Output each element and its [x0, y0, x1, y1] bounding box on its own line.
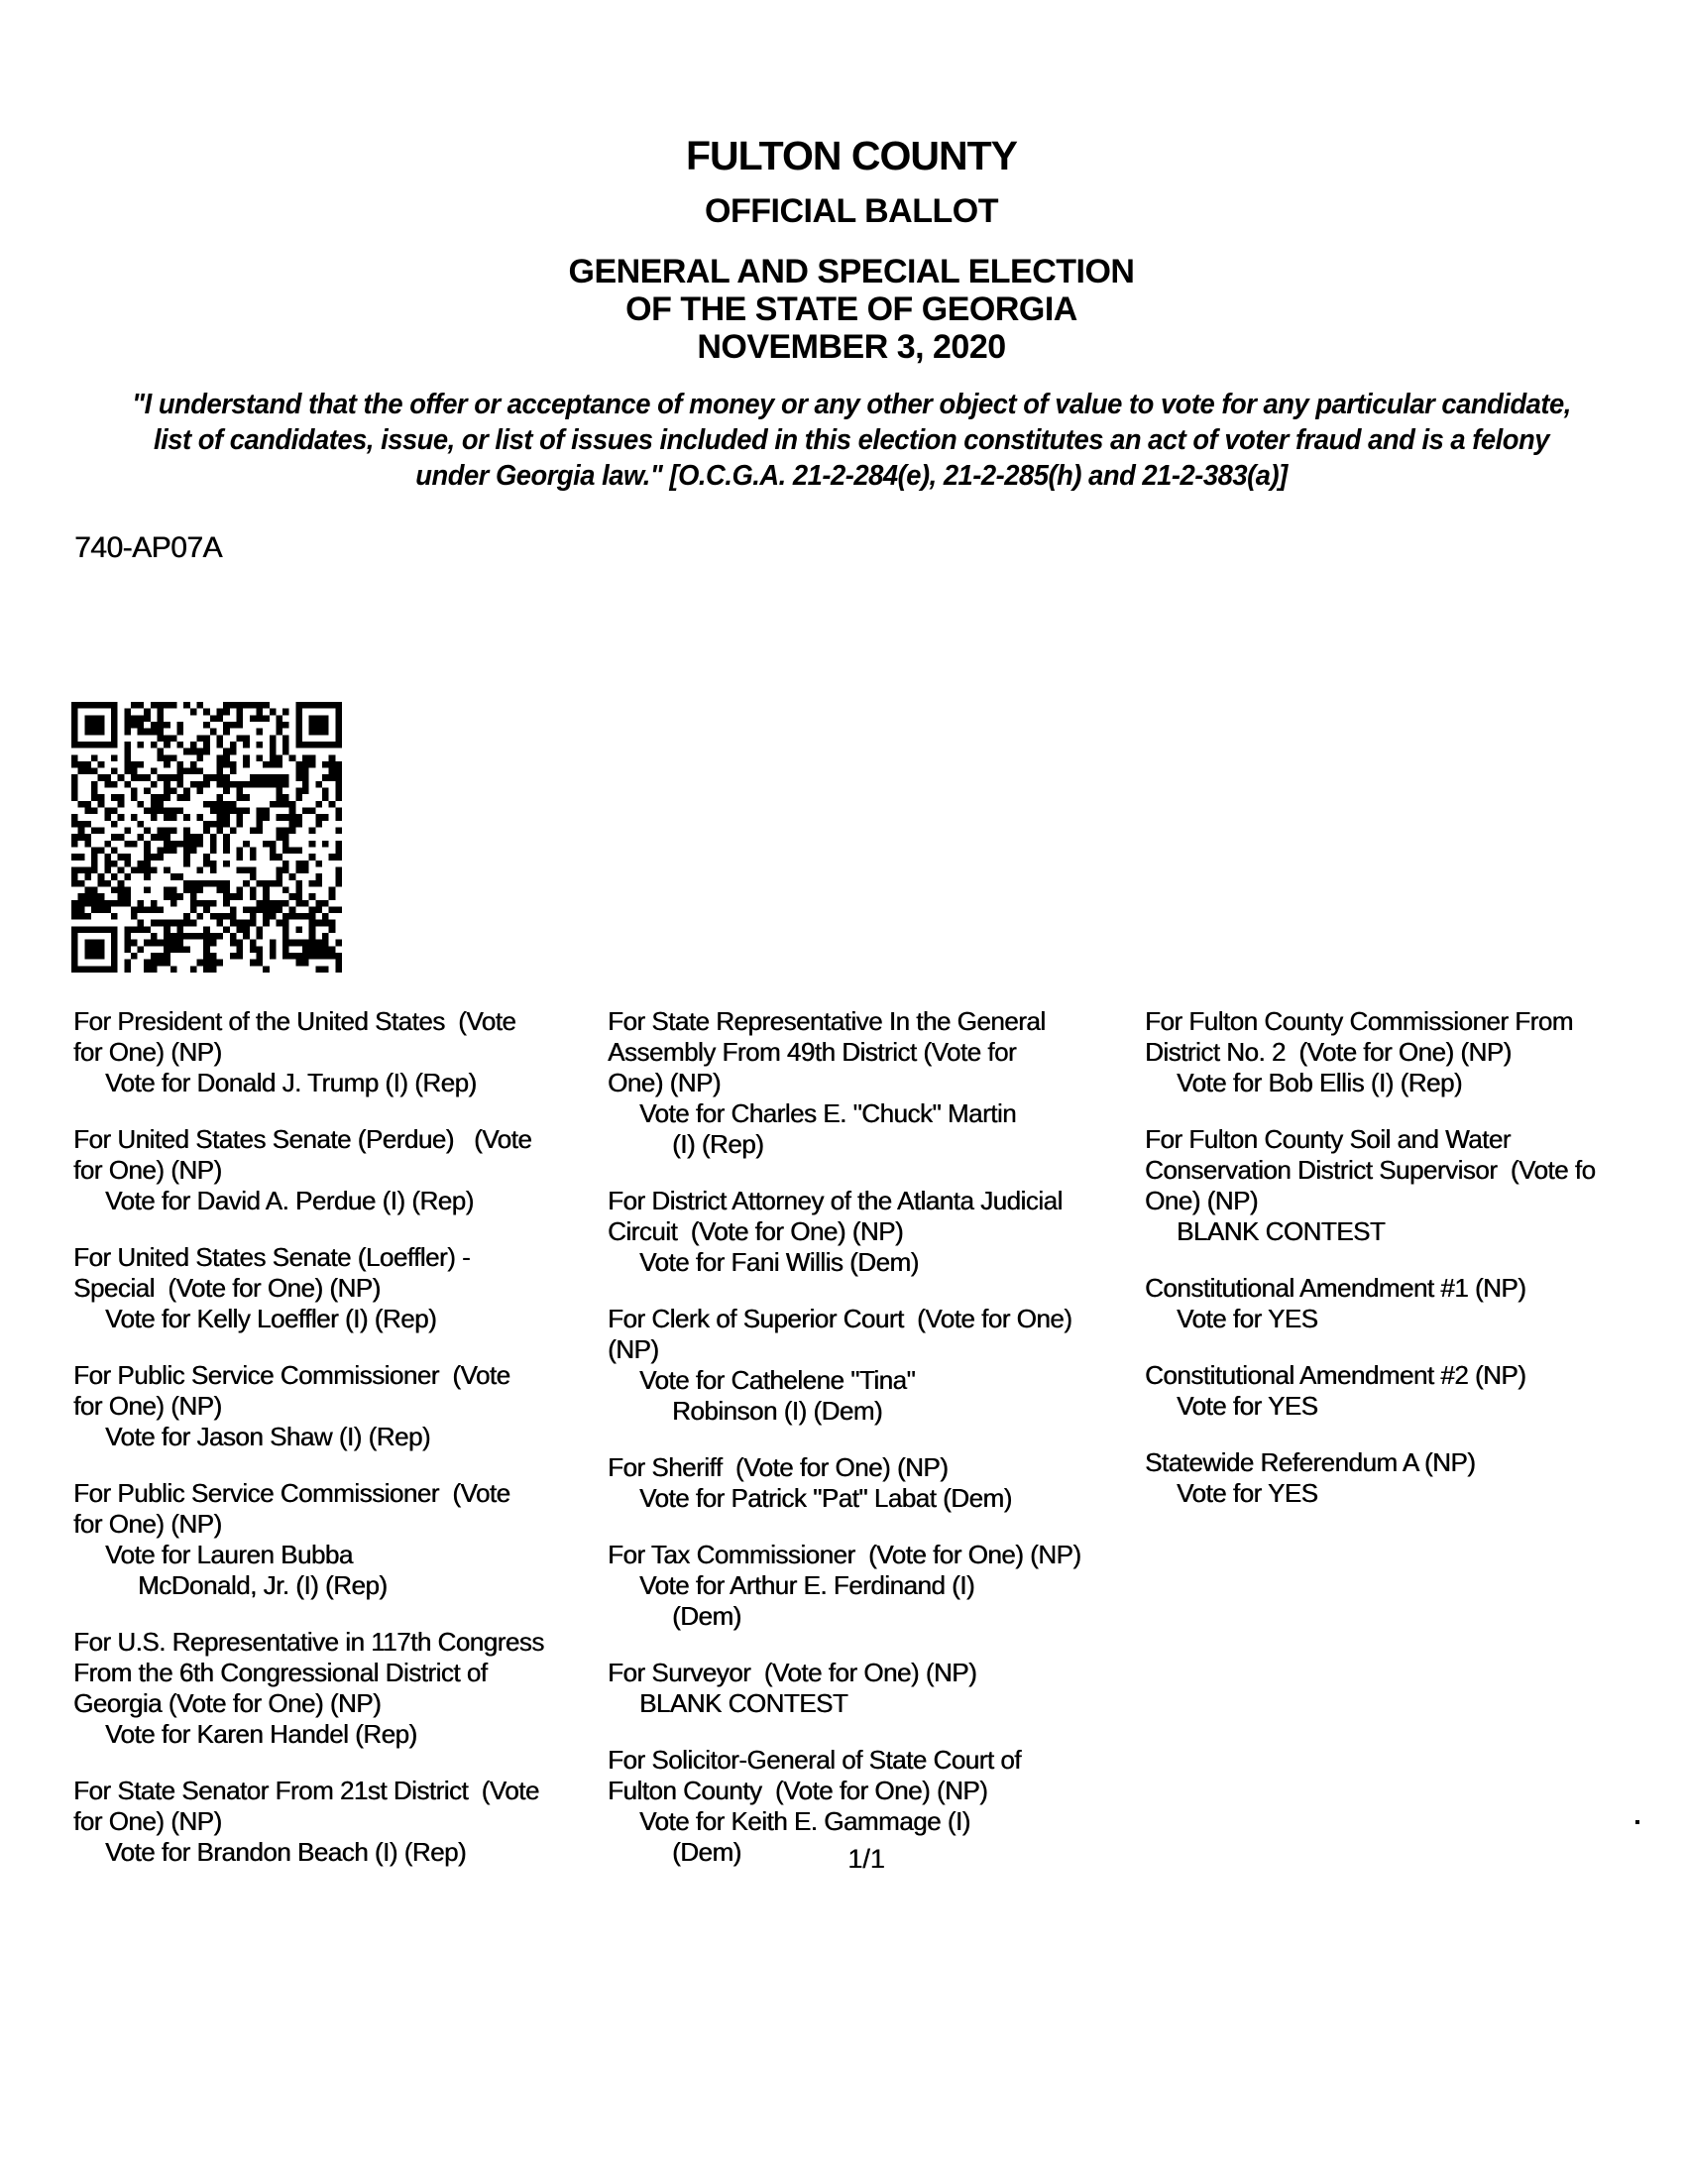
contest-block — [608, 1452, 1145, 1514]
disclaimer-line: list of candidates, issue, or list of issues included in this election constitutes an act of voter fraud and is a felony — [153, 424, 1549, 456]
contest-block — [1145, 1006, 1687, 1098]
contest-block — [608, 1658, 1145, 1719]
contest-selection-line: Vote for Karen Handel (Rep) — [105, 1719, 417, 1749]
contest-block — [73, 1627, 608, 1750]
disclaimer-line: "I understand that the offer or acceptance of money or any other object of value to vote for any particular candidate, — [132, 389, 1571, 420]
contest-selection-line: Vote for YES — [1177, 1478, 1318, 1508]
contest-block — [1145, 1447, 1687, 1509]
contest-selection-line: Vote for Arthur E. Ferdinand (I) — [639, 1570, 975, 1600]
ballot-style-code: 740-AP07A — [74, 531, 222, 564]
contest-selection-line: Vote for Donald J. Trump (I) (Rep) — [105, 1068, 477, 1097]
ballot-column-1 — [73, 1006, 608, 1894]
contest-title-line: For Fulton County Soil and Water — [1145, 1124, 1511, 1154]
contest-title-line: Georgia (Vote for One) (NP) — [73, 1688, 382, 1718]
contest-selection-line: Robinson (I) (Dem) — [672, 1396, 883, 1426]
contest-block — [73, 1124, 608, 1216]
contest-title-line: Statewide Referendum A (NP) — [1145, 1447, 1476, 1477]
contest-title-line: For Surveyor (Vote for One) (NP) — [608, 1658, 977, 1687]
contest-block — [1145, 1360, 1687, 1422]
contest-title-line: Assembly From 49th District (Vote for — [608, 1037, 1017, 1067]
contest-selection-line: (Dem) — [672, 1837, 741, 1867]
contest-selection-line: (Dem) — [672, 1601, 741, 1631]
contest-title-line: For Public Service Commissioner (Vote — [73, 1360, 510, 1390]
contest-selection-line: Vote for Patrick "Pat" Labat (Dem) — [639, 1483, 1012, 1513]
contest-selection-line: Vote for YES — [1177, 1304, 1318, 1333]
contest-selection-line: (I) (Rep) — [672, 1129, 764, 1159]
contest-selection-line: BLANK CONTEST — [639, 1688, 848, 1718]
page-indicator: 1/1 — [847, 1844, 885, 1874]
official-ballot-title: OFFICIAL BALLOT — [705, 192, 998, 230]
contest-title-line: Fulton County (Vote for One) (NP) — [608, 1776, 988, 1805]
contest-selection-line: Vote for Keith E. Gammage (I) — [639, 1806, 970, 1836]
contest-title-line: For Fulton County Commissioner From — [1145, 1006, 1573, 1036]
contest-selection-line: Vote for Bob Ellis (I) (Rep) — [1177, 1068, 1462, 1097]
contest-title-line: for One) (NP) — [73, 1037, 222, 1067]
qr-code — [71, 701, 342, 974]
contest-selection-line: Vote for Jason Shaw (I) (Rep) — [105, 1422, 430, 1451]
contest-title-line: For District Attorney of the Atlanta Judicial — [608, 1186, 1063, 1215]
contest-title-line: for One) (NP) — [73, 1509, 222, 1539]
contest-selection-line: Vote for David A. Perdue (I) (Rep) — [105, 1186, 474, 1215]
contest-selection-line: Vote for Brandon Beach (I) (Rep) — [105, 1837, 467, 1867]
contest-block — [73, 1478, 608, 1601]
contest-title-line: Circuit (Vote for One) (NP) — [608, 1216, 904, 1246]
contest-selection-line: Vote for Fani Willis (Dem) — [639, 1247, 919, 1277]
contest-title-line: For Sheriff (Vote for One) (NP) — [608, 1452, 949, 1482]
contest-title-line: For U.S. Representative in 117th Congress — [73, 1627, 544, 1657]
county-title: FULTON COUNTY — [686, 133, 1017, 178]
contest-title-line: For Solicitor-General of State Court of — [608, 1745, 1021, 1775]
contest-title-line: For United States Senate (Perdue) (Vote — [73, 1124, 532, 1154]
contest-title-line: From the 6th Congressional District of — [73, 1658, 488, 1687]
contest-selection-line: BLANK CONTEST — [1177, 1216, 1386, 1246]
contest-title-line: District No. 2 (Vote for One) (NP) — [1145, 1037, 1512, 1067]
voter-fraud-disclaimer — [50, 387, 1654, 494]
contest-selection-line: Vote for YES — [1177, 1391, 1318, 1421]
contest-selection-line: Vote for Lauren Bubba — [105, 1540, 353, 1569]
contest-title-line: Constitutional Amendment #2 (NP) — [1145, 1360, 1526, 1390]
contest-selection-line: Vote for Charles E. "Chuck" Martin — [639, 1098, 1017, 1128]
contest-block — [1145, 1124, 1687, 1247]
contest-title-line: For United States Senate (Loeffler) - — [73, 1242, 471, 1272]
contest-block — [608, 1186, 1145, 1278]
disclaimer-line: under Georgia law." [O.C.G.A. 21-2-284(e), 21-2-285(h) and 21-2-383(a)] — [415, 460, 1288, 492]
ballot-columns — [73, 1006, 1687, 1894]
contest-block — [73, 1242, 608, 1334]
contest-block — [73, 1360, 608, 1452]
contest-title-line: Special (Vote for One) (NP) — [73, 1273, 381, 1303]
contest-title-line: Conservation District Supervisor (Vote fo — [1145, 1155, 1596, 1185]
ballot-column-3 — [1145, 1006, 1687, 1894]
contest-selection-line: Vote for Cathelene "Tina" — [639, 1365, 916, 1395]
contest-title-line: (NP) — [608, 1334, 659, 1364]
contest-title-line: One) (NP) — [1145, 1186, 1258, 1215]
contest-title-line: for One) (NP) — [73, 1806, 222, 1836]
contest-title-line: For Tax Commissioner (Vote for One) (NP) — [608, 1540, 1081, 1569]
contest-title-line: For Clerk of Superior Court (Vote for One) — [608, 1304, 1072, 1333]
contest-block — [608, 1006, 1145, 1160]
scan-artifact-dot — [1635, 1820, 1639, 1824]
contest-block — [73, 1006, 608, 1098]
contest-title-line: For Public Service Commissioner (Vote — [73, 1478, 510, 1508]
ballot-column-2 — [608, 1006, 1145, 1894]
contest-title-line: for One) (NP) — [73, 1155, 222, 1185]
contest-title-line: for One) (NP) — [73, 1391, 222, 1421]
contest-selection-line: McDonald, Jr. (I) (Rep) — [138, 1570, 388, 1600]
election-date: NOVEMBER 3, 2020 — [697, 328, 1006, 366]
contest-title-line: For State Representative In the General — [608, 1006, 1046, 1036]
contest-title-line: For President of the United States (Vote — [73, 1006, 516, 1036]
election-title-line2: OF THE STATE OF GEORGIA — [625, 290, 1077, 328]
contest-title-line: One) (NP) — [608, 1068, 721, 1097]
contest-title-line: For State Senator From 21st District (Vote — [73, 1776, 539, 1805]
contest-title-line: Constitutional Amendment #1 (NP) — [1145, 1273, 1526, 1303]
contest-block — [608, 1540, 1145, 1632]
election-title-line1: GENERAL AND SPECIAL ELECTION — [568, 253, 1135, 290]
contest-block — [608, 1304, 1145, 1427]
contest-selection-line: Vote for Kelly Loeffler (I) (Rep) — [105, 1304, 437, 1333]
contest-block — [1145, 1273, 1687, 1334]
